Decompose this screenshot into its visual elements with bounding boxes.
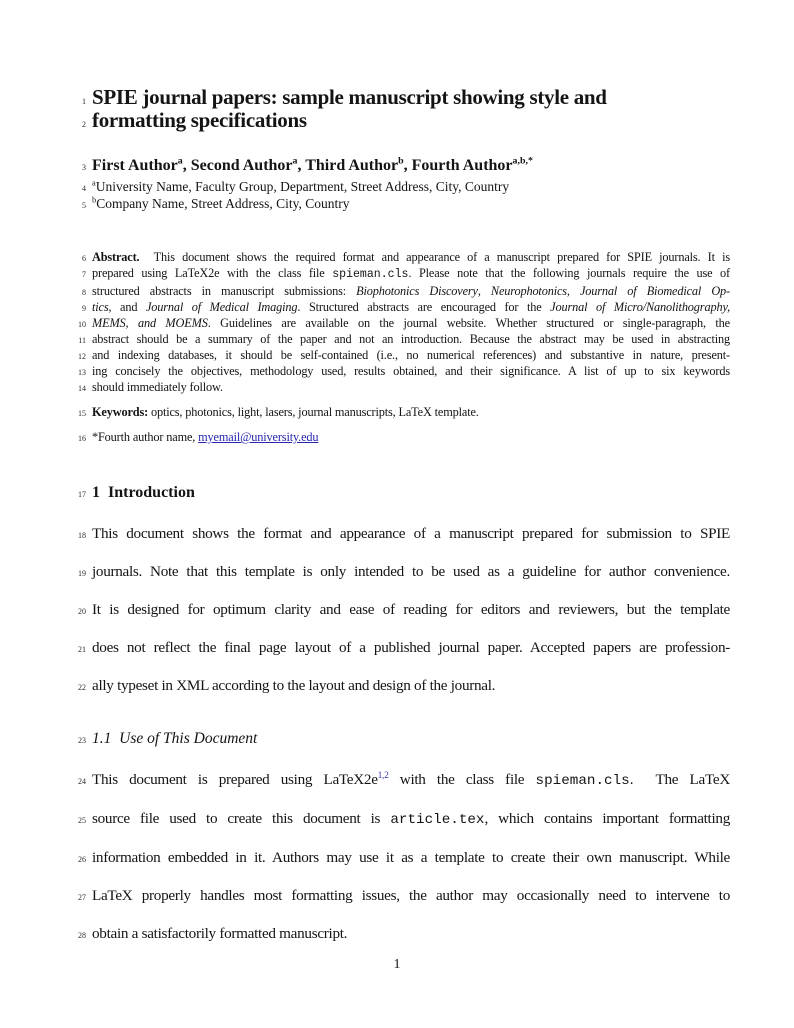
line-text <box>92 299 730 315</box>
doc-line <box>0 483 794 503</box>
line-text <box>92 249 730 265</box>
line-text <box>92 283 730 299</box>
text-run: University Name, Faculty Group, Department, Street Address, City, Country <box>95 179 510 194</box>
doc-line <box>0 638 794 658</box>
superscript-text: a,b,* <box>512 155 533 167</box>
superscript-text: b <box>398 155 404 167</box>
text-run: information embedded in it. Authors may use it as a template to create their own manuscript. While <box>92 849 730 866</box>
doc-line <box>0 331 794 347</box>
text-run: prepared using LaTeX2e with the class file <box>92 266 333 280</box>
line-number: 27 <box>78 893 86 902</box>
doc-line <box>0 179 794 195</box>
line-text <box>92 363 730 379</box>
line-text <box>92 524 730 544</box>
italic-text: tics <box>92 300 109 314</box>
superscript-text: b <box>92 195 97 204</box>
doc-line <box>0 886 794 906</box>
email-link[interactable]: myemail@university.edu <box>198 430 319 444</box>
doc-line <box>0 676 794 696</box>
text-run: . Guidelines are available on the journal website. Whether structured or single-paragraph, the <box>207 316 730 330</box>
line-text <box>92 379 730 395</box>
text-run: formatting specifications <box>92 108 307 132</box>
line-number: 14 <box>78 384 86 393</box>
line-text <box>92 156 730 175</box>
text-run: . Please note that the following journals require the use of <box>408 266 731 280</box>
text-run: structured abstracts in manuscript submissions: <box>92 284 357 298</box>
italic-text: Journal of Micro/Nanolithography, <box>550 300 730 314</box>
doc-line <box>0 249 794 265</box>
citation-link[interactable]: 1,2 <box>377 770 389 781</box>
text-run: . The LaTeX <box>629 771 730 788</box>
text-run: First Author <box>92 157 178 174</box>
line-text <box>92 331 730 347</box>
line-number: 4 <box>82 184 86 193</box>
doc-line <box>0 924 794 944</box>
doc-line <box>0 809 794 830</box>
text-run: , Fourth Author <box>403 157 513 174</box>
doc-line <box>0 404 794 420</box>
line-text <box>92 429 730 445</box>
doc-line <box>0 379 794 395</box>
line-number: 18 <box>78 531 86 540</box>
line-text <box>92 638 730 658</box>
line-number: 7 <box>82 270 86 279</box>
text-run: This document shows the format and appearance of a manuscript prepared for submission to SPIE <box>92 525 730 542</box>
italic-text: Journal of Biomedical Op- <box>579 284 730 298</box>
line-number: 16 <box>78 434 86 443</box>
line-text <box>92 347 730 363</box>
line-text <box>92 86 730 109</box>
text-run: journals. Note that this template is only intended to be used as a guideline for author convenience. <box>92 563 730 580</box>
line-text <box>92 924 730 944</box>
line-number: 20 <box>78 607 86 616</box>
line-number: 8 <box>82 288 86 297</box>
text-run: optics, photonics, light, lasers, journal manuscripts, LaTeX template. <box>148 405 479 419</box>
text-run: Company Name, Street Address, City, Country <box>96 195 350 211</box>
doc-line <box>0 156 794 175</box>
line-number: 3 <box>82 163 86 172</box>
doc-line <box>0 283 794 299</box>
doc-line <box>0 562 794 582</box>
superscript-text: a <box>92 178 96 188</box>
line-number: 28 <box>78 931 86 940</box>
text-run: with the class file <box>388 771 536 788</box>
line-number: 12 <box>78 352 86 361</box>
doc-line <box>0 299 794 315</box>
line-number: 23 <box>78 736 86 745</box>
text-run: LaTeX properly handles most formatting issues, the author may occasionally need to intervene to <box>92 887 730 904</box>
doc-line <box>0 600 794 620</box>
text-run: This document shows the required format and appearance of a manuscript prepared for SPIE journals. It is <box>139 250 730 264</box>
line-text <box>92 404 730 420</box>
text-run: does not reflect the final page layout of a published journal paper. Accepted papers are profession- <box>92 639 730 656</box>
line-number: 17 <box>78 490 86 499</box>
text-run: This document is prepared using LaTeX2e <box>92 771 378 788</box>
line-number: 26 <box>78 855 86 864</box>
line-text <box>92 676 730 696</box>
doc-line <box>0 196 794 212</box>
line-number: 2 <box>82 120 86 129</box>
doc-line <box>0 429 794 445</box>
line-text <box>92 600 730 620</box>
line-text <box>92 848 730 868</box>
line-text <box>92 315 730 331</box>
doc-line <box>0 363 794 379</box>
text-run: abstract should be a summary of the paper and not an introduction. Because the abstract may be used in abstracting <box>92 332 730 346</box>
text-run: obtain a satisfactorily formatted manuscript. <box>92 925 348 942</box>
text-run: . Structured abstracts are encouraged for the <box>297 300 551 314</box>
line-number: 9 <box>82 304 86 313</box>
line-text <box>92 109 730 132</box>
line-text <box>92 886 730 906</box>
line-text <box>92 196 730 212</box>
doc-line <box>0 729 794 749</box>
line-number: 15 <box>78 409 86 418</box>
doc-line <box>0 109 794 132</box>
italic-text: Neurophotonics <box>490 284 567 298</box>
doc-line <box>0 524 794 544</box>
text-run: , and <box>108 300 146 314</box>
document-lines <box>0 86 794 944</box>
text-run: 1 Introduction <box>92 484 195 501</box>
superscript-text: a <box>177 155 183 167</box>
text-run: SPIE journal papers: sample manuscript showing style and <box>92 85 607 109</box>
text-run: *Fourth author name, <box>92 430 199 444</box>
text-run: ing concisely the objectives, methodology used, results obtained, and their significance. A list of up to six keywords <box>92 364 730 378</box>
line-number: 11 <box>78 336 86 345</box>
bold-text: Keywords: <box>92 405 149 419</box>
line-number: 24 <box>78 777 86 786</box>
bold-text: Abstract. <box>92 250 140 264</box>
line-number: 25 <box>78 816 86 825</box>
italic-text: Biophotonics Discovery <box>356 284 478 298</box>
text-run: , <box>566 284 580 298</box>
line-number: 10 <box>78 320 86 329</box>
doc-line <box>0 848 794 868</box>
line-text <box>92 483 730 503</box>
code-text: spieman.cls <box>332 268 409 281</box>
line-number: 6 <box>82 254 86 263</box>
text-run: and indexing databases, it should be self-contained (i.e., no numerical references) and substantive in nature, present- <box>92 348 730 362</box>
code-text: spieman.cls <box>535 773 630 789</box>
doc-line <box>0 315 794 331</box>
text-run: , which contains important formatting <box>484 810 730 827</box>
line-number: 1 <box>82 97 86 106</box>
italic-text: MEMS, and MOEMS <box>92 316 208 330</box>
doc-line <box>0 347 794 363</box>
code-text: article.tex <box>390 812 485 828</box>
page-number: 1 <box>393 957 401 972</box>
text-run: , <box>477 284 491 298</box>
line-text <box>92 265 730 283</box>
line-number: 19 <box>78 569 86 578</box>
line-text <box>92 809 730 830</box>
doc-line <box>0 86 794 109</box>
doc-line <box>0 770 794 791</box>
line-number: 21 <box>78 645 86 654</box>
line-number: 5 <box>82 200 86 210</box>
italic-text: Journal of Medical Imaging <box>145 300 298 314</box>
text-run: source file used to create this document is <box>92 810 391 827</box>
text-run: 1.1 Use of This Document <box>92 730 258 747</box>
line-text <box>92 562 730 582</box>
text-run: It is designed for optimum clarity and ease of reading for editors and reviewers, but the template <box>92 601 730 618</box>
text-run: should immediately follow. <box>92 380 223 394</box>
superscript-text: a <box>292 155 298 167</box>
line-text <box>92 179 730 195</box>
text-run: ally typeset in XML according to the layout and design of the journal. <box>92 677 496 694</box>
text-run: , Second Author <box>182 157 293 174</box>
doc-line <box>0 265 794 283</box>
text-run: , Third Author <box>297 157 399 174</box>
line-number: 22 <box>78 683 86 692</box>
line-text <box>92 729 730 749</box>
line-text <box>92 770 730 791</box>
line-number: 13 <box>78 368 86 377</box>
